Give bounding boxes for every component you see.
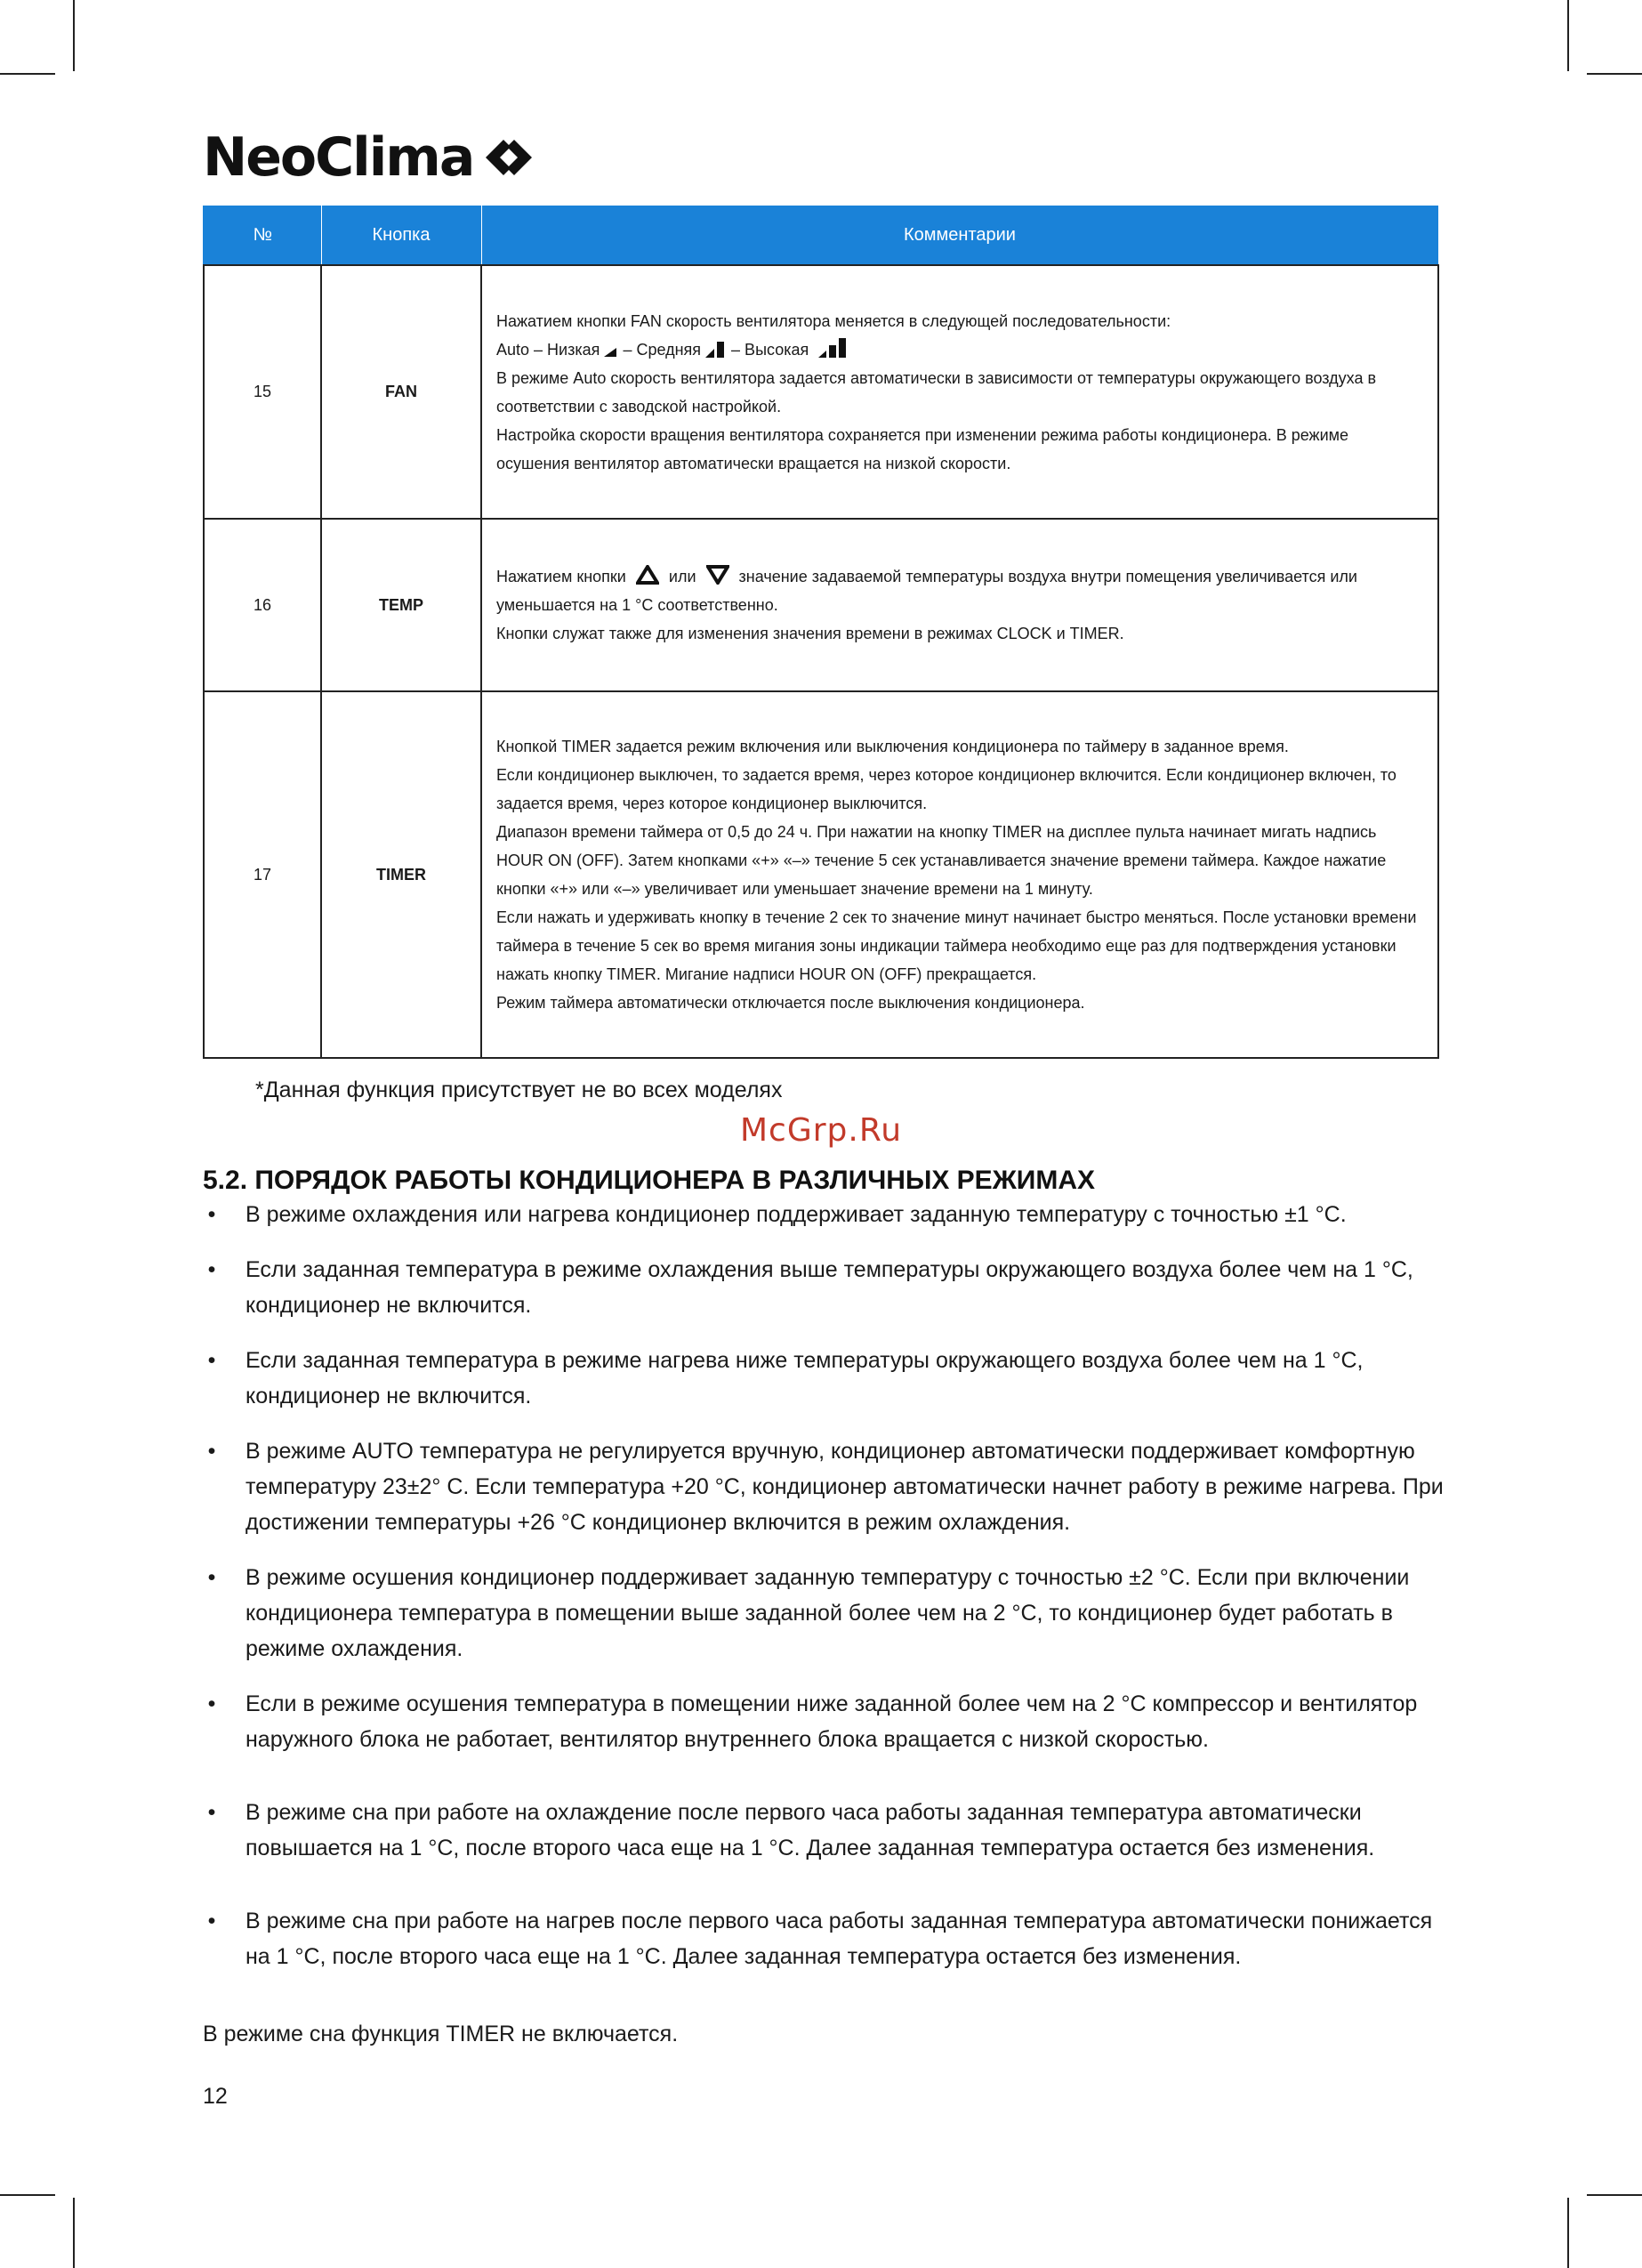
table-header-row [204,206,1438,265]
bullet-icon: • [207,1565,216,1590]
bullet-icon: • [207,1348,216,1373]
footnote: *Данная функция присутствует не во всех моделях [255,1078,783,1102]
comment-line: Диапазон времени таймера от 0,5 до 24 ч. При нажатии на кнопку TIMER на дисплее пульта начинает мигать надпись HOUR ON (OFF). Затем кнопками «+» «–» течение 5 сек устанавливается значение времени таймера. Каждое нажатие кнопки «+» или «–» увеличивает или уменьшает значение времени на 1 минуту. [496,823,1387,898]
list-item: • В режиме сна при работе на охлаждение после первого часа работы заданная температура автоматически повышается на 1 °C, после второго часа еще на 1 °C. Далее заданная температура остается без изменения. [203,1795,1448,1866]
header-comments: Комментарии [481,206,1438,265]
crop-mark [1567,2198,1569,2268]
comment-line: Кнопки служат также для изменения значения времени в режимах CLOCK и TIMER. [496,625,1124,642]
triangle-down-icon [706,565,729,585]
comment-line: Режим таймера автоматически отключается после выключения кондиционера. [496,994,1085,1012]
bullet-icon: • [207,1202,216,1227]
bullet-icon: • [207,1439,216,1464]
row-comment [481,519,1438,691]
list-item: • В режиме охлаждения или нагрева кондиционер поддерживает заданную температуру с точностью ±1 °C. [203,1197,1448,1232]
list-item: • Если в режиме осушения температура в помещении ниже заданной более чем на 2 °C компрессор и вентилятор наружного блока не работает, вентилятор внутреннего блока вращается с низкой скоростью. [203,1686,1448,1757]
bullet-icon: • [207,1257,216,1282]
row-comment [481,265,1438,519]
row-button: FAN [321,265,481,519]
list-item: • В режиме осушения кондиционер поддерживает заданную температуру с точностью ±2 °C. Если при включении кондиционера температура в помещении выше заданной более чем на 2 °C, то кондиционер будет работать в режиме охлаждения. [203,1560,1448,1667]
header-num: № [204,206,321,265]
crop-mark [1567,0,1569,71]
table-row [204,519,1438,691]
row-comment [481,691,1438,1058]
closing-note: В режиме сна функция TIMER не включается. [203,2022,679,2046]
crop-mark [73,0,75,71]
row-num: 16 [204,519,321,691]
crop-mark [1587,73,1642,75]
fan-medium-icon [705,340,727,358]
fan-low-icon [604,343,618,357]
list-item: • Если заданная температура в режиме нагрева ниже температуры окружающего воздуха более чем на 1 °C, кондиционер не включится. [203,1343,1448,1414]
row-button: TIMER [321,691,481,1058]
brand-diamond-icon [482,135,535,180]
triangle-up-icon [636,565,659,585]
bullet-icon: • [207,1691,216,1716]
crop-mark [0,2194,55,2196]
crop-mark [73,2198,75,2268]
header-button: Кнопка [321,206,481,265]
row-num: 17 [204,691,321,1058]
comment-line: Нажатием кнопки FAN скорость вентилятора меняется в следующей последовательности: [496,311,1171,330]
comment-line: В режиме Auto скорость вентилятора задается автоматически в зависимости от температуры окружающего воздуха в соответствии с заводской настройкой. [496,368,1377,416]
table-row [204,691,1438,1058]
comment-line: Кнопкой TIMER задается режим включения или выключения кондиционера по таймеру в заданное время. [496,738,1289,755]
list-item: • В режиме AUTO температура не регулируется вручную, кондиционер автоматически поддерживает комфортную температуру 23±2° С. Если температура +20 °C, кондиционер автоматически начнет работу в режиме нагрева. При достижении температуры +26 °C кондиционер включится в режим охлаждения. [203,1433,1448,1540]
list-item: • В режиме сна при работе на нагрев после первого часа работы заданная температура автоматически понижается на 1 °C, после второго часа еще на 1 °C. Далее заданная температура остается без изменения. [203,1903,1448,1974]
row-button: TEMP [321,519,481,691]
modes-bullet-list [203,1197,1448,1974]
fan-high-icon [818,338,849,358]
comment-line: Нажатием кнопки или значение задаваемой температуры воздуха внутри помещения увеличивается или уменьшается на 1 °C соответственно. [496,562,1423,619]
bullet-icon: • [207,1800,216,1825]
comment-line: Если кондиционер выключен, то задается время, через которое кондиционер включится. Если кондиционер включен, то задается время, через которое кондиционер выключится. [496,766,1397,812]
brand-logo [203,126,535,189]
comment-line: Настройка скорости вращения вентилятора сохраняется при изменении режима работы кондиционера. В режиме осушения вентилятор автоматически вращается на низкой скорости. [496,425,1349,472]
brand-logo-text: NeoClima [203,126,474,189]
bullet-icon: • [207,1909,216,1933]
table-row [204,265,1438,519]
buttons-table [203,206,1439,1059]
watermark: McGrp.Ru [739,1112,903,1149]
fan-speed-sequence: Auto – Низкая – Средняя – Высокая [496,335,1423,364]
crop-mark [1587,2194,1642,2196]
list-item: • Если заданная температура в режиме охлаждения выше температуры окружающего воздуха более чем на 1 °C, кондиционер не включится. [203,1252,1448,1323]
row-num: 15 [204,265,321,519]
comment-line: Если нажать и удерживать кнопку в течение 2 сек то значение минут начинает быстро меняться. После установки времени таймера в течение 5 сек во время мигания зоны индикации таймера необходимо еще раз для подтверждения установки нажать кнопку TIMER. Мигание надписи HOUR ON (OFF) прекращается. [496,908,1417,983]
crop-mark [0,73,55,75]
page-number: 12 [203,2084,228,2109]
section-title: 5.2. ПОРЯДОК РАБОТЫ КОНДИЦИОНЕРА В РАЗЛИЧНЫХ РЕЖИМАХ [203,1166,1096,1195]
